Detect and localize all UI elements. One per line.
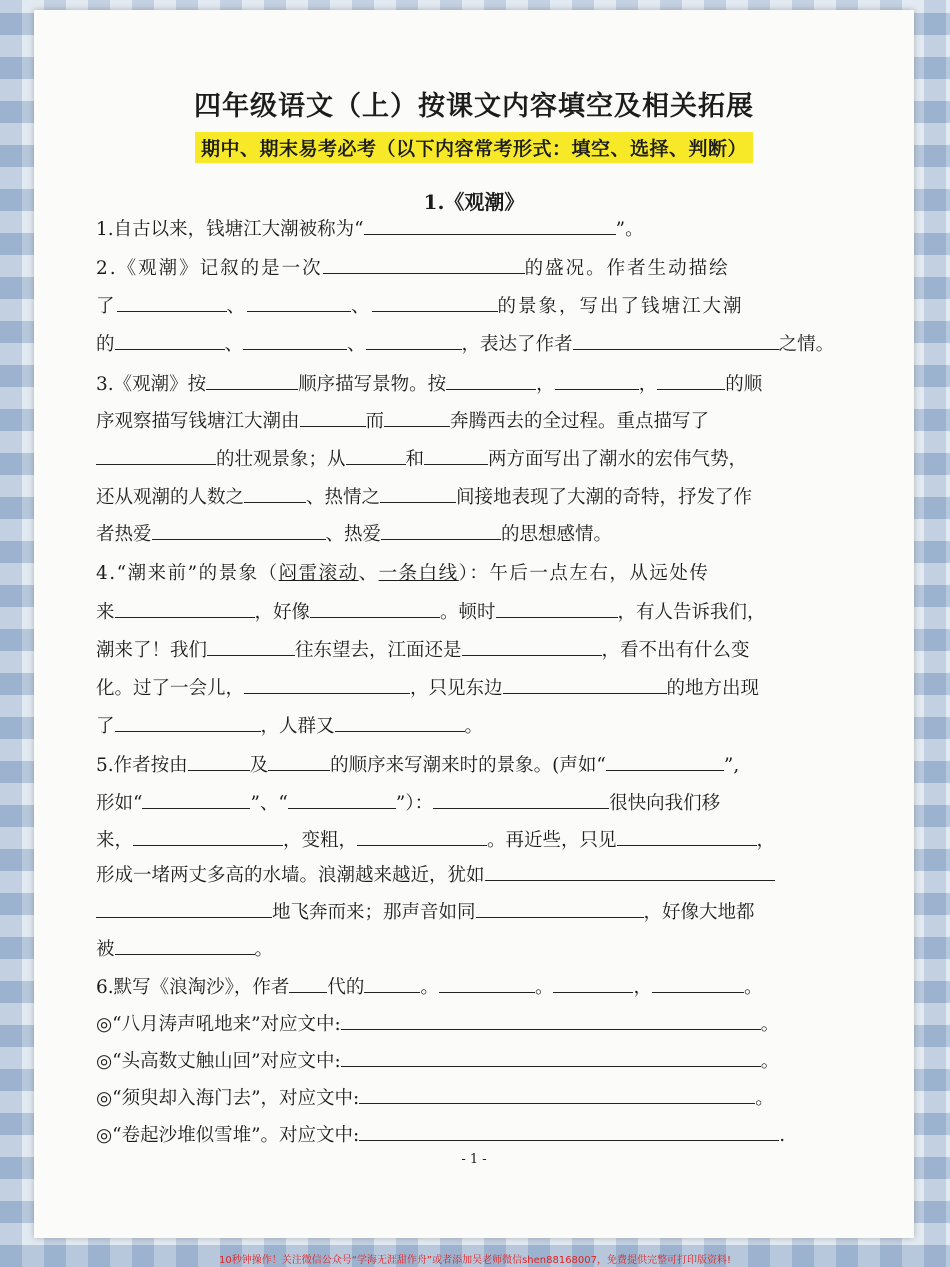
highlighted-subtitle: 期中、期末易考必考（以下内容常考形式：填空、选择、判断） (195, 132, 753, 163)
blank (485, 862, 775, 881)
q4-text-o: 。 (464, 716, 484, 737)
blank (380, 484, 456, 503)
q5-text-a: 5.作者按由 (96, 755, 188, 776)
blank (247, 293, 351, 312)
q6-text-c: 。 (420, 977, 439, 998)
blank (346, 446, 406, 465)
blank (359, 1085, 755, 1104)
q6-text-a: 6.默写《浪淘沙》，作者 (96, 977, 290, 998)
q5-text-g: ”）： (395, 793, 434, 814)
blank (96, 899, 272, 918)
q3-text-c: ， (536, 374, 555, 395)
blank (310, 599, 440, 618)
blank (503, 675, 667, 694)
q2-text-f: 的景象，写出了钱塘江大潮 (497, 296, 744, 317)
blank (244, 484, 306, 503)
blank (243, 331, 347, 350)
blank (657, 371, 725, 390)
blank (366, 331, 462, 350)
question-4-line-3 (96, 637, 750, 664)
blank (115, 936, 255, 955)
q6-row3-label: ◎“须臾却入海门去”，对应文中: (96, 1088, 360, 1109)
q2-text-h: 、 (224, 334, 244, 355)
blank (555, 371, 639, 390)
question-3-line-1 (96, 371, 762, 398)
blank (372, 293, 498, 312)
question-5-line-4 (96, 862, 775, 889)
page-number: - 1 - (461, 1152, 487, 1167)
blank (364, 974, 420, 993)
blank (446, 371, 536, 390)
subtitle-container (34, 132, 914, 163)
q4-sep: 、 (358, 563, 379, 584)
question-6-row-1 (96, 1011, 779, 1038)
q2-text-i: 、 (347, 334, 366, 355)
q2-text-b: 的盛况。作者生动描绘 (524, 258, 730, 279)
blank (115, 713, 261, 732)
q4-text-a: 4.“潮来前”的景象（ (96, 563, 279, 584)
q4-text-k: ，只见东边 (410, 678, 503, 699)
q5-text-b: 及 (249, 755, 269, 776)
q6-row4-label: ◎“卷起沙堆似雪堆”。对应文中: (96, 1125, 360, 1146)
blank (188, 752, 250, 771)
blank (384, 408, 450, 427)
q3-text-p: 、热爱 (325, 524, 382, 545)
question-6-row-4 (96, 1122, 785, 1149)
q1-end: ”。 (615, 219, 644, 240)
q5-text-o: ，好像大地都 (643, 902, 755, 923)
question-4-line-5 (96, 713, 483, 740)
q3-text-q: 的思想感情。 (501, 524, 613, 545)
q6-row1-end: 。 (760, 1014, 780, 1035)
blank (300, 408, 366, 427)
q2-text-e: 、 (351, 296, 372, 317)
blank (652, 974, 744, 993)
q3-text-b: 顺序描写景物。按 (298, 374, 447, 395)
question-4-line-1 (96, 561, 709, 587)
question-2-line-1 (96, 255, 730, 282)
blank (357, 827, 487, 846)
q5-text-j: ，变粗， (283, 830, 358, 851)
blank (341, 1011, 761, 1030)
q2-text-g: 的 (96, 334, 115, 355)
q5-text-c: 的顺序来写潮来时的景象。(声如“ (330, 755, 606, 776)
q5-text-i: 来， (96, 830, 134, 851)
q3-text-o: 者热爱 (96, 524, 152, 545)
question-2-line-2 (96, 293, 744, 320)
q4-text-h: 往东望去，江面还是 (295, 640, 462, 661)
blank (115, 599, 255, 618)
q5-text-m: 形成一堵两丈多高的水墙。浪潮越来越近，犹如 (96, 865, 485, 886)
q4-text-d: ，好像 (254, 602, 311, 623)
question-5-line-6 (96, 936, 273, 963)
q3-text-j: 和 (405, 449, 425, 470)
lesson-title: 1.《观潮》 (423, 190, 525, 214)
q3-text-f: 序观察描写钱塘江大潮由 (96, 411, 300, 432)
q3-text-m: 、热情之 (306, 487, 381, 508)
question-5-line-1 (96, 752, 739, 779)
blank (207, 637, 295, 656)
q6-text-e: ， (633, 977, 652, 998)
question-4-line-2 (96, 599, 766, 626)
watermark-banner: 10秒钟操作！关注微信公众号“学海无涯甜作舟”或者添加吴老师微信shen88168007，免费提供完整可打印版资料! (218, 1255, 732, 1266)
q2-text-a: 2.《观潮》记叙的是一次 (96, 258, 323, 279)
blank (364, 216, 616, 235)
question-3-line-4 (96, 484, 752, 511)
blank (359, 1122, 779, 1141)
blank (206, 371, 298, 390)
q5-text-d: ”, (723, 755, 740, 776)
blank (424, 446, 488, 465)
q6-text-b: 代的 (327, 977, 365, 998)
q5-text-h: 很快向我们移 (609, 793, 721, 814)
q3-text-g: 而 (365, 411, 385, 432)
question-6-line-1 (96, 974, 762, 1001)
question-3-line-3 (96, 446, 747, 473)
question-5-line-5 (96, 899, 755, 926)
q4-text-j: 化。过了一会儿， (96, 678, 245, 699)
blank (462, 637, 602, 656)
q6-row3-end: 。 (755, 1088, 774, 1109)
question-6-row-3 (96, 1085, 774, 1112)
q4-underlined-1: 闷雷滚动 (278, 563, 359, 584)
q4-text-f: ，有人告诉我们， (617, 602, 766, 623)
question-2-line-3 (96, 331, 834, 358)
q3-text-k: 两方面写出了潮水的宏伟气势， (488, 449, 748, 470)
q4-text-c: 来 (96, 602, 115, 623)
q3-text-i: 的壮观景象；从 (216, 449, 346, 470)
q5-text-e: 形如“ (96, 793, 143, 814)
question-3-line-2 (96, 408, 709, 435)
q3-text-d: ， (638, 374, 658, 395)
q5-text-l: ， (756, 830, 776, 851)
q2-text-k: 之情。 (778, 334, 835, 355)
q4-text-b: ）：午后一点左右，从远处传 (458, 563, 710, 584)
blank (617, 827, 757, 846)
blank (496, 599, 618, 618)
blank (268, 752, 330, 771)
q5-text-k: 。再近些，只见 (487, 830, 617, 851)
blank (96, 446, 216, 465)
q5-text-n: 地飞奔而来；那声音如同 (272, 902, 476, 923)
q6-text-f: 。 (743, 977, 763, 998)
q2-text-j: ，表达了作者 (461, 334, 573, 355)
blank (117, 293, 227, 312)
q6-row2-end: 。 (760, 1051, 780, 1072)
blank (289, 974, 327, 993)
question-4-line-4 (96, 675, 759, 702)
blank (606, 752, 724, 771)
q3-text-l: 还从观潮的人数之 (96, 487, 245, 508)
blank (142, 790, 250, 809)
q4-text-l: 的地方出现 (666, 678, 760, 699)
q6-row1-label: ◎“八月涛声吼地来”对应文中: (96, 1014, 341, 1035)
q5-text-q: 。 (254, 939, 274, 960)
q5-text-p: 被 (96, 939, 115, 960)
blank (115, 331, 225, 350)
q6-row2-label: ◎“头高数丈触山回”对应文中: (96, 1051, 341, 1072)
q4-text-g: 潮来了！我们 (96, 640, 208, 661)
blank (553, 974, 633, 993)
q3-text-h: 奔腾西去的全过程。重点描写了 (450, 411, 710, 432)
page-title: 四年级语文（上）按课文内容填空及相关拓展 (194, 91, 754, 122)
blank (476, 899, 644, 918)
blank (288, 790, 396, 809)
question-1-line (96, 216, 644, 243)
question-5-line-2 (96, 790, 720, 817)
q3-text-a: 3.《观潮》按 (96, 374, 207, 395)
q3-text-e: 的顺 (725, 374, 763, 395)
blank (433, 790, 609, 809)
q3-text-n: 间接地表现了大潮的奇特，抒发了作 (456, 487, 753, 508)
blank (341, 1048, 761, 1067)
q2-text-d: 、 (226, 296, 248, 317)
q4-text-i: ，看不出有什么变 (601, 640, 750, 661)
q6-text-d: 。 (534, 977, 554, 998)
blank (152, 521, 326, 540)
blank (439, 974, 535, 993)
q4-text-m: 了 (96, 716, 115, 737)
question-6-row-2 (96, 1048, 779, 1075)
q5-text-f: ”、“ (250, 793, 288, 814)
q4-underlined-2: 一条白线 (378, 563, 459, 584)
worksheet-paper (34, 10, 914, 1238)
blank (573, 331, 779, 350)
question-3-line-5 (96, 521, 612, 548)
blank (244, 675, 410, 694)
q2-text-c: 了 (96, 296, 117, 317)
blank (133, 827, 283, 846)
blank (335, 713, 465, 732)
question-5-line-3 (96, 827, 775, 854)
q6-row4-end: . (779, 1125, 786, 1146)
q4-text-n: ，人群又 (260, 716, 335, 737)
q4-text-e: 。顿时 (440, 602, 496, 623)
blank (323, 255, 525, 274)
blank (381, 521, 501, 540)
q1-text: 1.自古以来，钱塘江大潮被称为“ (96, 219, 364, 240)
